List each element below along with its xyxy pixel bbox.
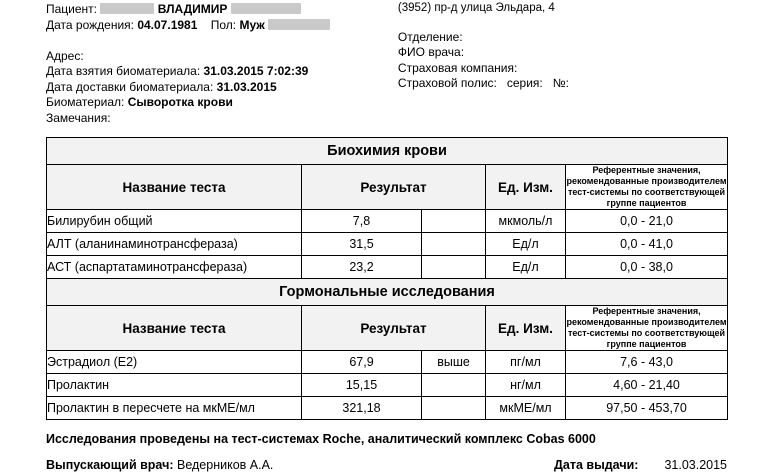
table-row <box>47 397 728 420</box>
sex-value: Муж <box>239 17 265 32</box>
col-unit-1: Ед. Изм. <box>486 165 566 210</box>
test-unit: нг/мл <box>486 374 566 397</box>
issue-date-label: Дата выдачи: <box>553 458 639 472</box>
test-name: АСТ (аспартатаминотрансфераза) <box>47 256 302 279</box>
section-title-hormones: Гормональные исследования <box>47 279 728 306</box>
policy-row <box>398 76 727 92</box>
methods-note: Исследования проведены на тест-системах Roche, аналитический комплекс Cobas 6000 <box>46 432 596 446</box>
col-name-1: Название теста <box>47 165 302 210</box>
test-flag <box>422 256 486 279</box>
material-label: Биоматериал: <box>46 95 125 109</box>
releasing-doctor-label: Выпускающий врач: <box>46 458 174 472</box>
test-result: 23,2 <box>302 256 422 279</box>
notes-label: Замечания: <box>46 110 111 125</box>
clinic-info-block <box>394 2 727 126</box>
material-row <box>46 95 394 111</box>
department-row <box>398 30 727 46</box>
table-row <box>47 351 728 374</box>
test-reference: 0,0 - 41,0 <box>566 233 728 256</box>
patient-info-block <box>46 2 394 126</box>
redacted-extra <box>268 19 330 30</box>
table-row <box>47 210 728 233</box>
releasing-doctor-name: Ведерников А.А. <box>176 458 274 472</box>
header-gap <box>46 33 394 49</box>
test-reference: 97,50 - 453,70 <box>566 397 728 420</box>
section-title-row <box>47 138 728 165</box>
doctor-label: ФИО врача: <box>397 45 465 59</box>
sample-taken-row <box>46 64 394 80</box>
test-name: Пролактин в пересчете на мкМЕ/мл <box>47 397 302 420</box>
col-result-1: Результат <box>302 165 486 210</box>
test-name: Билирубин общий <box>47 210 302 233</box>
test-reference: 0,0 - 38,0 <box>566 256 728 279</box>
redacted-patronymic <box>231 3 301 14</box>
test-result: 31,5 <box>302 233 422 256</box>
doctor-row <box>398 45 727 61</box>
test-unit: пг/мл <box>486 351 566 374</box>
report-header <box>46 0 727 126</box>
clinic-gap <box>398 14 727 30</box>
column-header-row <box>47 306 728 351</box>
sample-delivered-label: Дата доставки биоматериала: <box>46 79 214 94</box>
notes-row <box>46 111 394 127</box>
policy-label: Страховой полис: <box>397 76 497 90</box>
test-flag <box>422 397 486 420</box>
results-table <box>46 137 728 420</box>
test-reference: 0,0 - 21,0 <box>566 210 728 233</box>
table-row <box>47 374 728 397</box>
test-reference: 4,60 - 21,40 <box>566 374 728 397</box>
birth-date-label: Дата рождения: <box>46 17 134 32</box>
column-header-row <box>47 165 728 210</box>
sex-label: Пол: <box>210 17 237 32</box>
issue-date <box>554 458 727 472</box>
insurance-company-row <box>398 61 727 77</box>
test-result: 67,9 <box>302 351 422 374</box>
test-name: АЛТ (аланинаминотрансфераза) <box>47 233 302 256</box>
patient-name: ВЛАДИМИР <box>157 2 228 16</box>
redacted-surname <box>100 3 154 14</box>
test-unit: Ед/л <box>486 233 566 256</box>
test-result: 15,15 <box>302 374 422 397</box>
birth-sex-row <box>46 18 394 34</box>
col-reference-2: Референтные значения, рекомендованные производителем тест-системы по соответствующей группе пациентов <box>566 306 727 349</box>
col-result-2: Результат <box>302 306 486 351</box>
material-value: Сыворотка крови <box>127 95 233 109</box>
policy-series-label: серия: <box>506 76 543 90</box>
col-reference-1: Референтные значения, рекомендованные производителем тест-системы по соответствующей группе пациентов <box>566 165 727 208</box>
sample-delivered-value: 31.03.2015 <box>216 79 277 94</box>
table-row <box>47 233 728 256</box>
test-flag: выше <box>422 351 486 374</box>
signature-row <box>46 458 727 472</box>
insurance-company-label: Страховая компания: <box>397 60 518 75</box>
patient-row <box>46 2 394 18</box>
birth-date-value: 04.07.1981 <box>137 17 198 32</box>
test-unit: мкмоль/л <box>486 210 566 233</box>
department-label: Отделение: <box>397 29 463 44</box>
patient-label: Пациент: <box>46 2 98 16</box>
releasing-doctor <box>46 458 273 472</box>
test-result: 321,18 <box>302 397 422 420</box>
sample-taken-label: Дата взятия биоматериала: <box>46 64 201 78</box>
section-title-row <box>47 279 728 306</box>
test-name: Эстрадиол (Е2) <box>47 351 302 374</box>
test-flag <box>422 374 486 397</box>
test-result: 7,8 <box>302 210 422 233</box>
issue-date-value: 31.03.2015 <box>664 458 727 472</box>
sample-delivered-row <box>46 80 394 96</box>
report-footer <box>46 432 727 472</box>
section-title-biochem: Биохимия крови <box>47 138 728 165</box>
test-unit: мкМЕ/мл <box>486 397 566 420</box>
sample-taken-value: 31.03.2015 7:02:39 <box>203 64 309 78</box>
table-row <box>47 256 728 279</box>
clinic-address: (3952) пр-д улица Эльдара, 4 <box>397 2 555 14</box>
policy-number-label: №: <box>552 76 569 90</box>
test-unit: Ед/л <box>486 256 566 279</box>
col-unit-2: Ед. Изм. <box>486 306 566 351</box>
address-label: Адрес: <box>46 48 84 63</box>
test-name: Пролактин <box>47 374 302 397</box>
test-reference: 7,6 - 43,0 <box>566 351 728 374</box>
address-row <box>46 49 394 65</box>
col-name-2: Название теста <box>47 306 302 351</box>
test-flag <box>422 210 486 233</box>
test-flag <box>422 233 486 256</box>
